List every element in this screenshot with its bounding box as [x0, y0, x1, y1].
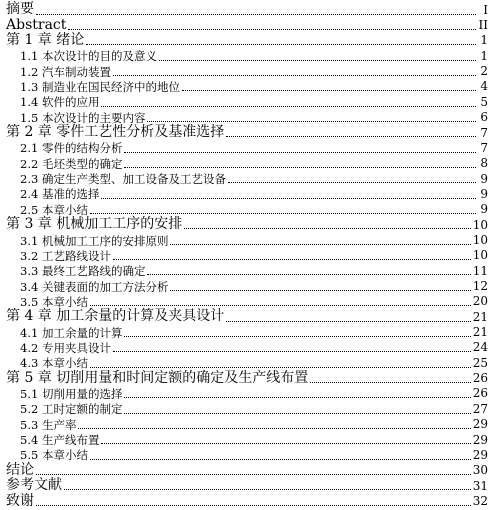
- dot-leader: [113, 351, 471, 352]
- entry-title: 摘要: [6, 1, 34, 18]
- entry-title: 结论: [6, 461, 34, 478]
- entry-title: Abstract: [6, 16, 67, 33]
- dot-leader: [36, 14, 476, 15]
- page-number: 29: [472, 417, 488, 432]
- entry-title: 3.3 最终工艺路线的确定: [20, 264, 146, 279]
- entry-title: 致谢: [6, 492, 34, 509]
- page-number: 1: [480, 33, 488, 48]
- dot-leader: [113, 259, 471, 260]
- page-number: 5: [480, 94, 488, 109]
- dot-leader: [310, 382, 470, 383]
- dot-leader: [226, 136, 476, 137]
- dot-leader: [182, 90, 476, 91]
- dot-leader: [68, 29, 476, 30]
- page-number: 10: [472, 248, 488, 263]
- dot-leader: [170, 244, 470, 245]
- page-number: 12: [472, 279, 488, 293]
- dot-leader: [101, 198, 476, 199]
- dot-leader: [78, 428, 470, 429]
- dot-leader: [90, 459, 471, 460]
- entry-title: 3.2 工艺路线设计: [20, 248, 111, 263]
- entry-title: 4.3 本章小结: [20, 356, 88, 371]
- dot-leader: [147, 274, 470, 275]
- entry-title: 1.5 本次设计的主要内容: [20, 110, 146, 125]
- dot-leader: [36, 474, 471, 475]
- dot-leader: [226, 321, 470, 322]
- page-number: 8: [480, 156, 488, 171]
- page-number: 29: [472, 432, 488, 447]
- dot-leader: [124, 413, 470, 414]
- dot-leader: [64, 489, 471, 490]
- page-number: 6: [480, 110, 488, 125]
- entry-title: 2.3 确定生产类型、加工设备及工艺设备: [20, 172, 226, 187]
- entry-title: 1.2 汽车制动装置: [20, 64, 111, 79]
- page-number: 26: [472, 386, 488, 401]
- entry-title: 5.2 工时定额的制定: [20, 402, 123, 417]
- entry-title: 2.1 零件的结构分析: [20, 141, 123, 156]
- dot-leader: [90, 305, 471, 306]
- dot-leader: [170, 290, 470, 291]
- page-number: 31: [472, 478, 488, 493]
- page-number: 30: [472, 463, 488, 478]
- entry-title: 1.1 本次设计的目的及意义: [20, 49, 157, 64]
- entry-title: 第 4 章 加工余量的计算及夹具设计: [6, 308, 225, 325]
- page-number: 11: [472, 263, 488, 278]
- page-number: 9: [480, 171, 488, 186]
- dot-leader: [90, 367, 471, 368]
- page-number: 2: [480, 64, 488, 79]
- entry-title: 3.1 机械加工工序的安排原则: [20, 233, 169, 248]
- dot-leader: [159, 60, 476, 61]
- page-number: 21: [472, 309, 488, 324]
- dot-leader: [124, 167, 476, 168]
- entry-title: 5.4 生产线布置: [20, 433, 100, 448]
- entry-title: 第 3 章 机械加工工序的安排: [6, 216, 183, 233]
- dot-leader: [113, 75, 476, 76]
- entry-title: 4.1 加工余量的计算: [20, 325, 123, 340]
- dot-leader: [124, 336, 470, 337]
- dot-leader: [36, 505, 471, 506]
- entry-title: 2.2 毛坯类型的确定: [20, 156, 123, 171]
- toc-heading-entry[interactable]: [0, 491, 500, 509]
- dot-leader: [86, 44, 476, 45]
- page-number: 7: [480, 125, 488, 140]
- entry-title: 2.4 基准的选择: [20, 187, 100, 202]
- entry-title: 1.3 制造业在国民经济中的地位: [20, 80, 180, 95]
- page-number: 10: [472, 217, 488, 232]
- page-number: 32: [472, 493, 488, 508]
- dot-leader: [228, 182, 476, 183]
- page-number: II: [478, 18, 488, 33]
- entry-title: 3.4 关键表面的加工方法分析: [20, 279, 169, 294]
- page-number: 9: [480, 202, 488, 217]
- page-number: 29: [472, 447, 488, 462]
- entry-title: 2.5 本章小结: [20, 202, 88, 217]
- dot-leader: [147, 121, 476, 122]
- dot-leader: [101, 443, 470, 444]
- page-number: 24: [472, 340, 488, 355]
- page-number: 27: [472, 401, 488, 416]
- entry-title: 第 5 章 切削用量和时间定额的确定及生产线布置: [6, 369, 309, 386]
- page-number: I: [483, 2, 488, 17]
- entry-title: 1.4 软件的应用: [20, 95, 100, 110]
- page-number: 7: [480, 140, 488, 155]
- dot-leader: [90, 213, 476, 214]
- dot-leader: [124, 397, 470, 398]
- entry-title: 第 2 章 零件工艺性分析及基准选择: [6, 124, 225, 141]
- dot-leader: [184, 228, 470, 229]
- page-number: 25: [472, 355, 488, 370]
- entry-title: 第 1 章 绪论: [6, 32, 85, 49]
- dot-leader: [124, 152, 476, 153]
- entry-title: 4.2 专用夹具设计: [20, 340, 111, 355]
- page-number: 9: [480, 186, 488, 201]
- entry-title: 参考文献: [6, 477, 62, 494]
- entry-title: 5.1 切削用量的选择: [20, 387, 123, 402]
- page-number: 20: [472, 294, 488, 309]
- page-number: 4: [480, 79, 488, 94]
- entry-title: 5.3 生产率: [20, 417, 77, 432]
- page-number: 21: [472, 325, 488, 340]
- page-number: 10: [472, 232, 488, 247]
- entry-title: 3.5 本章小结: [20, 294, 88, 309]
- dot-leader: [101, 106, 476, 107]
- page-number: 1: [480, 48, 488, 63]
- entry-title: 5.5 本章小结: [20, 448, 88, 463]
- page-number: 26: [472, 371, 488, 386]
